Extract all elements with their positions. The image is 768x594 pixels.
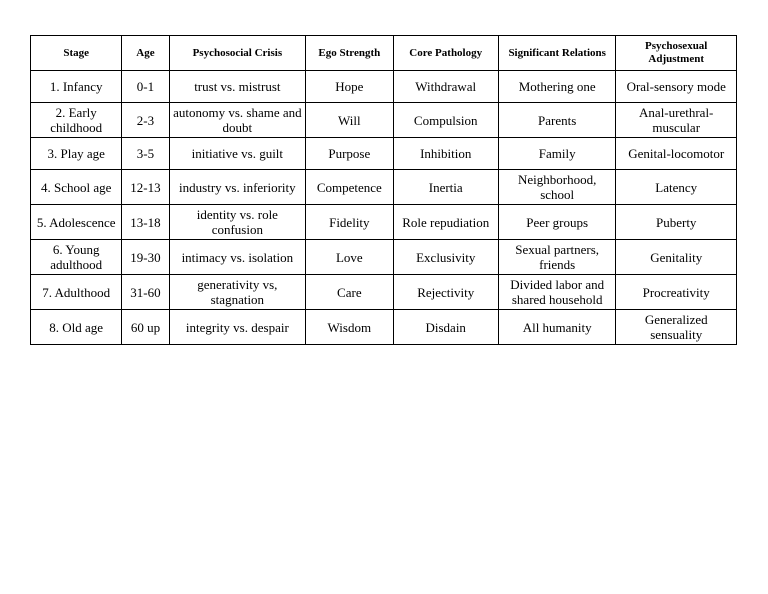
cell-stage: 8. Old age <box>31 310 122 345</box>
table-row <box>31 205 737 240</box>
cell-psychosocial-crisis: initiative vs. guilt <box>169 138 306 170</box>
header-psychosexual-adjustment: Psychosexual Adjustment <box>616 36 737 71</box>
cell-psychosocial-crisis: intimacy vs. isolation <box>169 240 306 275</box>
cell-ego-strength: Fidelity <box>306 205 393 240</box>
cell-ego-strength: Love <box>306 240 393 275</box>
cell-ego-strength: Purpose <box>306 138 393 170</box>
cell-psychosexual-adjustment: Genitality <box>616 240 737 275</box>
table-row <box>31 138 737 170</box>
table-row <box>31 310 737 345</box>
psychosocial-stages-table <box>30 35 737 345</box>
cell-psychosexual-adjustment: Latency <box>616 170 737 205</box>
header-core-pathology: Core Pathology <box>393 36 498 71</box>
cell-significant-relations: Mothering one <box>498 71 615 103</box>
cell-core-pathology: Rejectivity <box>393 275 498 310</box>
cell-significant-relations: All humanity <box>498 310 615 345</box>
cell-significant-relations: Family <box>498 138 615 170</box>
cell-psychosexual-adjustment: Procreativity <box>616 275 737 310</box>
cell-ego-strength: Care <box>306 275 393 310</box>
cell-psychosocial-crisis: identity vs. role confusion <box>169 205 306 240</box>
cell-psychosexual-adjustment: Generalized sensuality <box>616 310 737 345</box>
cell-age: 13-18 <box>122 205 169 240</box>
cell-stage: 3. Play age <box>31 138 122 170</box>
cell-age: 60 up <box>122 310 169 345</box>
cell-psychosexual-adjustment: Puberty <box>616 205 737 240</box>
cell-age: 0-1 <box>122 71 169 103</box>
cell-stage: 6. Young adulthood <box>31 240 122 275</box>
cell-significant-relations: Peer groups <box>498 205 615 240</box>
cell-significant-relations: Neighborhood, school <box>498 170 615 205</box>
cell-core-pathology: Exclusivity <box>393 240 498 275</box>
cell-core-pathology: Inertia <box>393 170 498 205</box>
cell-psychosexual-adjustment: Oral-sensory mode <box>616 71 737 103</box>
table-row <box>31 103 737 138</box>
table-row <box>31 170 737 205</box>
cell-ego-strength: Will <box>306 103 393 138</box>
cell-core-pathology: Withdrawal <box>393 71 498 103</box>
cell-psychosocial-crisis: industry vs. inferiority <box>169 170 306 205</box>
table-row <box>31 240 737 275</box>
cell-stage: 4. School age <box>31 170 122 205</box>
header-ego-strength: Ego Strength <box>306 36 393 71</box>
cell-core-pathology: Role repudiation <box>393 205 498 240</box>
cell-psychosexual-adjustment: Anal-urethral-muscular <box>616 103 737 138</box>
cell-significant-relations: Sexual partners, friends <box>498 240 615 275</box>
table-header-row <box>31 36 737 71</box>
cell-age: 12-13 <box>122 170 169 205</box>
header-significant-relations: Significant Relations <box>498 36 615 71</box>
cell-stage: 2. Early childhood <box>31 103 122 138</box>
cell-age: 31-60 <box>122 275 169 310</box>
cell-ego-strength: Competence <box>306 170 393 205</box>
header-age: Age <box>122 36 169 71</box>
cell-age: 2-3 <box>122 103 169 138</box>
cell-stage: 1. Infancy <box>31 71 122 103</box>
cell-stage: 7. Adulthood <box>31 275 122 310</box>
cell-significant-relations: Parents <box>498 103 615 138</box>
cell-psychosocial-crisis: trust vs. mistrust <box>169 71 306 103</box>
cell-age: 3-5 <box>122 138 169 170</box>
header-psychosocial-crisis: Psychosocial Crisis <box>169 36 306 71</box>
cell-ego-strength: Hope <box>306 71 393 103</box>
cell-ego-strength: Wisdom <box>306 310 393 345</box>
header-stage: Stage <box>31 36 122 71</box>
table-row <box>31 275 737 310</box>
cell-core-pathology: Compulsion <box>393 103 498 138</box>
cell-psychosexual-adjustment: Genital-locomotor <box>616 138 737 170</box>
cell-psychosocial-crisis: autonomy vs. shame and doubt <box>169 103 306 138</box>
cell-psychosocial-crisis: integrity vs. despair <box>169 310 306 345</box>
cell-psychosocial-crisis: generativity vs, stagnation <box>169 275 306 310</box>
cell-significant-relations: Divided labor and shared household <box>498 275 615 310</box>
cell-core-pathology: Disdain <box>393 310 498 345</box>
table-row <box>31 71 737 103</box>
cell-core-pathology: Inhibition <box>393 138 498 170</box>
cell-stage: 5. Adolescence <box>31 205 122 240</box>
cell-age: 19-30 <box>122 240 169 275</box>
